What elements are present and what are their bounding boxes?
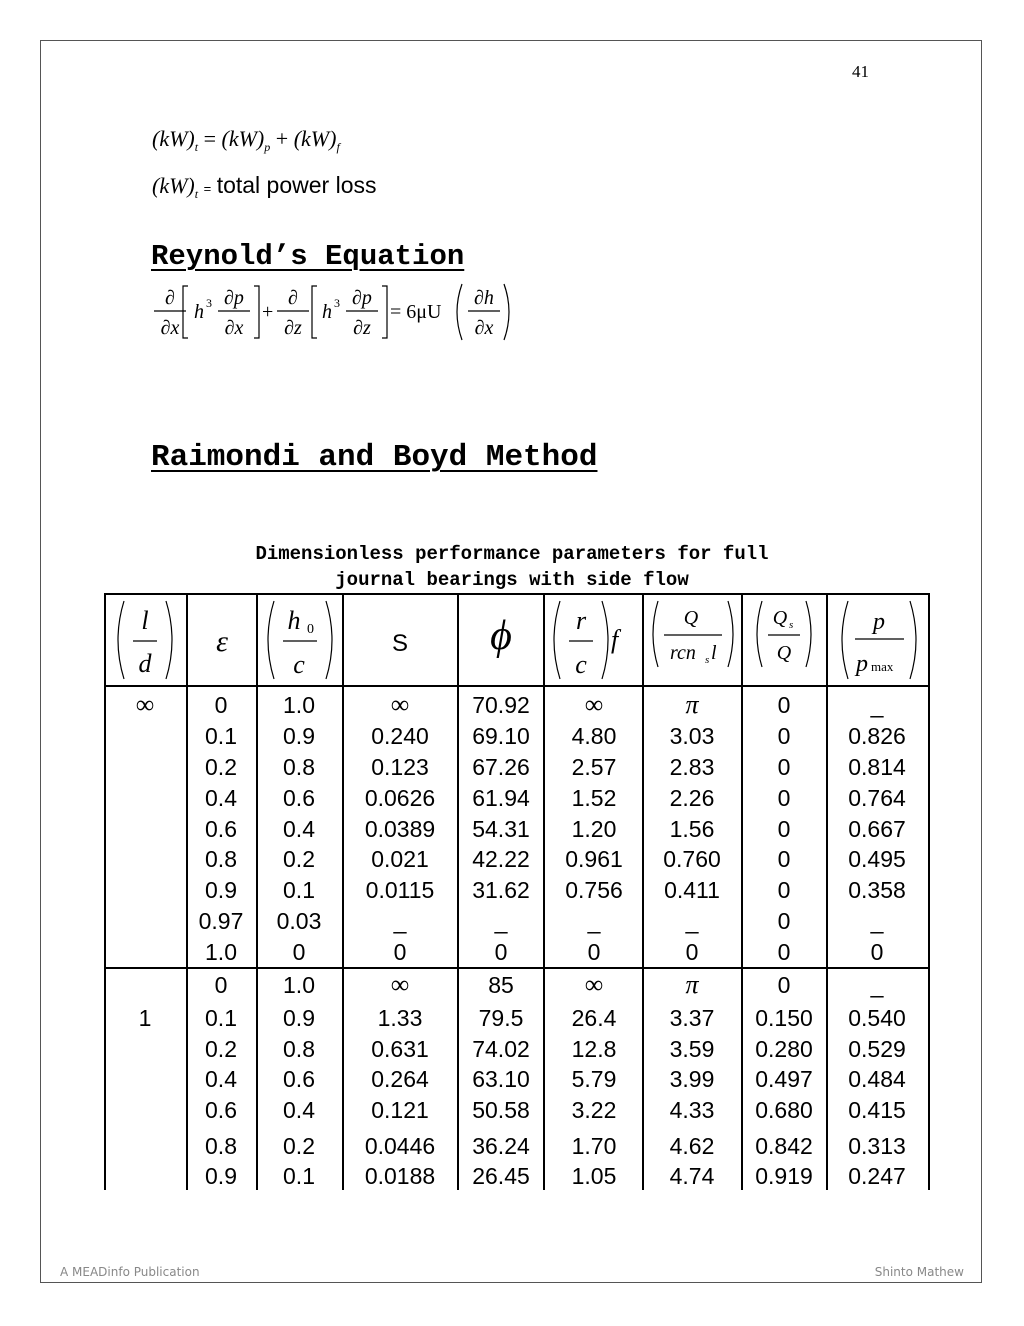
table-cell: 0.495 [848, 846, 906, 872]
eq-partial-x: ∂x [224, 317, 244, 339]
table-cell: 0.0389 [364, 816, 436, 842]
eq-dh: ∂h [474, 287, 494, 309]
page-number: 41 [852, 62, 869, 81]
table-cell: 0 [587, 939, 601, 965]
table-cell: 67.26 [472, 754, 530, 780]
hdr-c: c [575, 650, 587, 679]
definition-text: total power loss [216, 172, 377, 198]
eq-partial-z: ∂z [353, 317, 371, 339]
table-cell: 0.2 [205, 1036, 237, 1062]
table-cell: π [685, 690, 699, 719]
table-cell: 2.83 [669, 754, 715, 780]
table-cell: 0 [777, 972, 791, 998]
table-cell: _ [870, 692, 884, 718]
table-cell: _ [685, 908, 699, 934]
table-cell: _ [587, 908, 601, 934]
table-cell: 0.280 [755, 1036, 813, 1062]
table-cell: 0.529 [848, 1036, 906, 1062]
table-cell: _ [393, 908, 407, 934]
table-cell: 1.0 [283, 972, 315, 998]
table-cell: 0.760 [663, 846, 721, 872]
hdr-s: S [391, 630, 409, 657]
eq-term: (kW) [221, 126, 265, 151]
table-cell: 0.358 [848, 877, 906, 903]
table-cell: 74.02 [472, 1036, 530, 1062]
table-cell: 42.22 [472, 846, 530, 872]
table-cell: 0.9 [205, 1163, 237, 1189]
table-cell: 3.59 [669, 1036, 715, 1062]
column-rule [457, 593, 459, 1190]
table-cell: 0.9 [283, 1005, 315, 1031]
table-cell: 0.021 [371, 846, 429, 872]
eq-term: (kW) [152, 173, 195, 198]
table-cell: 4.80 [571, 723, 617, 749]
hdr-rcn: rcn [670, 642, 696, 664]
eq-plus: + [275, 126, 289, 151]
column-rule [642, 593, 644, 1190]
hdr-f: f [611, 625, 619, 654]
column-rule [186, 593, 188, 1190]
table-cell: 0 [214, 692, 228, 718]
table-cell: 0 [777, 692, 791, 718]
table-cell: 1.56 [669, 816, 715, 842]
table-cell: 0.919 [755, 1163, 813, 1189]
eq-partial-x: ∂x [474, 317, 494, 339]
eq-sub: p [264, 140, 271, 154]
table-cell: 69.10 [472, 723, 530, 749]
eq-sub: f [336, 140, 340, 154]
table-cell: 1.70 [571, 1133, 617, 1159]
table-cell: 0 [777, 754, 791, 780]
hdr-qs-sub: s [789, 619, 794, 631]
table-cell: 61.94 [472, 785, 530, 811]
ld-ratio-cell: ∞ [135, 690, 155, 719]
table-cell: 0.680 [755, 1097, 813, 1123]
power-loss-definition [152, 172, 377, 202]
eq-cube: 3 [206, 296, 212, 310]
hdr-rcn-sub: s [705, 654, 710, 666]
eq-partial: ∂ [165, 287, 175, 309]
table-cell: 0.6 [205, 816, 237, 842]
table-cell: 79.5 [478, 1005, 524, 1031]
table-cell: _ [494, 908, 508, 934]
table-cell: 0.264 [371, 1066, 429, 1092]
table-cell: _ [870, 908, 884, 934]
table-cell: 3.22 [571, 1097, 617, 1123]
row-rule [104, 685, 930, 687]
eq-h: h [194, 301, 204, 323]
table-cell: 0 [777, 846, 791, 872]
table-cell: 1.20 [571, 816, 617, 842]
table-cell: 70.92 [472, 692, 530, 718]
table-cell: 0.667 [848, 816, 906, 842]
table-cell: 0.8 [205, 846, 237, 872]
table-cell: 0.123 [371, 754, 429, 780]
power-loss-equation [152, 126, 340, 155]
table-cell: 3.37 [669, 1005, 715, 1031]
hdr-r: r [575, 606, 587, 635]
table-cell: 0.0626 [364, 785, 436, 811]
ld-ratio-cell: 1 [138, 1005, 152, 1031]
table-cell: 0.9 [283, 723, 315, 749]
eq-h: h [322, 301, 332, 323]
table-cell: 0.756 [565, 877, 623, 903]
table-cell: 0.484 [848, 1066, 906, 1092]
hdr-h: h [287, 606, 301, 635]
table-cell: 5.79 [571, 1066, 617, 1092]
column-rule [342, 593, 344, 1190]
eq-rhs: = 6μU [390, 301, 442, 323]
table-cell: 0.6 [283, 1066, 315, 1092]
table-cell: 0.1 [205, 1005, 237, 1031]
table-cell: 1.0 [205, 939, 237, 965]
hdr-l: l [141, 606, 149, 635]
hdr-pmax-sub: max [871, 659, 894, 674]
table-cell: 50.58 [472, 1097, 530, 1123]
row-rule [104, 593, 930, 595]
table-cell: 0.411 [664, 877, 720, 903]
table-cell: 0.415 [848, 1097, 906, 1123]
table-cell: _ [870, 972, 884, 998]
table-cell: 0.2 [283, 846, 315, 872]
table-cell: 0.842 [755, 1133, 813, 1159]
table-caption-line2: journal bearings with side flow [335, 569, 689, 591]
table-cell: 0 [777, 816, 791, 842]
footer-author: Shinto Mathew [874, 1265, 964, 1279]
table-cell: 0.497 [755, 1066, 813, 1092]
table-cell: 0.1 [205, 723, 237, 749]
eq-plus: + [262, 301, 274, 323]
hdr-phi: ϕ [490, 613, 512, 659]
hdr-p-den: p [856, 651, 868, 677]
table-cell: 0 [685, 939, 699, 965]
hdr-q-den: Q [776, 642, 792, 664]
table-cell: ∞ [584, 970, 604, 999]
eq-partial-z: ∂z [284, 317, 302, 339]
table-cell: 2.26 [669, 785, 715, 811]
table-cell: ∞ [584, 690, 604, 719]
column-rule [256, 593, 258, 1190]
row-rule [104, 967, 930, 969]
table-cell: 26.45 [472, 1163, 530, 1189]
table-cell: 0.0188 [364, 1163, 436, 1189]
table-cell: π [685, 970, 699, 999]
table-cell: 4.62 [669, 1133, 715, 1159]
footer-publisher: A MEADinfo Publication [60, 1265, 200, 1279]
hdr-q: Q [683, 607, 699, 629]
table-cell: 0.2 [205, 754, 237, 780]
table-cell: 4.33 [669, 1097, 715, 1123]
table-cell: 0.0446 [364, 1133, 436, 1159]
table-cell: 0.2 [283, 1133, 315, 1159]
table-cell: 0.540 [848, 1005, 906, 1031]
table-cell: 0.961 [565, 846, 623, 872]
table-cell: 0.1 [283, 1163, 315, 1189]
table-cell: 31.62 [472, 877, 530, 903]
eq-sub: t [194, 187, 199, 201]
table-cell: 0.97 [198, 908, 244, 934]
eq-partial: ∂ [288, 287, 298, 309]
column-rule [928, 593, 930, 1190]
table-cell: 0 [777, 877, 791, 903]
table-cell: 3.03 [669, 723, 715, 749]
table-cell: 54.31 [472, 816, 530, 842]
method-heading: Raimondi and Boyd Method [151, 440, 598, 475]
table-cell: 4.74 [669, 1163, 715, 1189]
table-cell: 0.8 [205, 1133, 237, 1159]
reynolds-equation [150, 280, 520, 346]
hdr-h-sub: 0 [307, 622, 314, 637]
eq-sub: t [194, 140, 199, 154]
table-cell: 0.4 [283, 816, 315, 842]
table-cell: 0 [292, 939, 306, 965]
table-cell: 0.150 [755, 1005, 813, 1031]
table-cell: 26.4 [571, 1005, 617, 1031]
column-rule [104, 593, 106, 1190]
table-cell: 12.8 [571, 1036, 617, 1062]
table-cell: 0.8 [283, 754, 315, 780]
table-cell: 63.10 [472, 1066, 530, 1092]
table-cell: 0.6 [205, 1097, 237, 1123]
table-cell: 0.4 [205, 1066, 237, 1092]
table-cell: 2.57 [571, 754, 617, 780]
table-cell: 0 [870, 939, 884, 965]
table-cell: 0.1 [283, 877, 315, 903]
table-header [104, 593, 930, 688]
table-cell: 36.24 [472, 1133, 530, 1159]
table-cell: 0.313 [848, 1133, 906, 1159]
eq-dp: ∂p [352, 287, 372, 309]
table-cell: 0.0115 [365, 877, 435, 903]
reynolds-heading: Reynold’s Equation [151, 240, 465, 273]
column-rule [826, 593, 828, 1190]
table-cell: 0 [777, 908, 791, 934]
table-cell: 0 [214, 972, 228, 998]
table-cell: 0.121 [371, 1097, 429, 1123]
table-cell: 85 [488, 972, 514, 998]
table-cell: 0 [494, 939, 508, 965]
eq-term: (kW) [293, 126, 337, 151]
eq-partial-x: ∂x [160, 317, 180, 339]
hdr-epsilon: ε [216, 625, 228, 658]
table-cell: 1.33 [377, 1005, 423, 1031]
table-cell: 0 [393, 939, 407, 965]
performance-table [104, 593, 930, 1190]
table-cell: 0.03 [276, 908, 322, 934]
hdr-p: p [873, 609, 885, 635]
table-cell: 0 [777, 785, 791, 811]
eq-sign: = [203, 181, 212, 196]
column-rule [741, 593, 743, 1190]
eq-term: (kW) [152, 126, 195, 151]
column-rule [543, 593, 545, 1190]
table-cell: 0.247 [848, 1163, 906, 1189]
table-cell: 1.05 [571, 1163, 617, 1189]
table-cell: 1.52 [571, 785, 617, 811]
hdr-qs: Q [772, 607, 788, 629]
table-cell: 0.631 [371, 1036, 429, 1062]
table-cell: 0.826 [848, 723, 906, 749]
table-cell: 0.6 [283, 785, 315, 811]
table-cell: ∞ [390, 690, 410, 719]
table-cell: 0.4 [205, 785, 237, 811]
hdr-c: c [293, 650, 305, 679]
hdr-d: d [138, 649, 152, 678]
table-cell: 0 [777, 939, 791, 965]
eq-sign: = [203, 126, 217, 151]
table-cell: 0.9 [205, 877, 237, 903]
table-cell: ∞ [390, 970, 410, 999]
table-cell: 0.4 [283, 1097, 315, 1123]
table-cell: 0 [777, 723, 791, 749]
eq-dp: ∂p [224, 287, 244, 309]
table-cell: 0.240 [371, 723, 429, 749]
table-caption-line1: Dimensionless performance parameters for full [255, 543, 769, 565]
table-cell: 0.814 [848, 754, 906, 780]
table-cell: 0.8 [283, 1036, 315, 1062]
hdr-rcn-l: l [711, 642, 717, 664]
table-cell: 1.0 [283, 692, 315, 718]
table-cell: 0.764 [848, 785, 906, 811]
table-cell: 3.99 [669, 1066, 715, 1092]
eq-cube: 3 [334, 296, 340, 310]
